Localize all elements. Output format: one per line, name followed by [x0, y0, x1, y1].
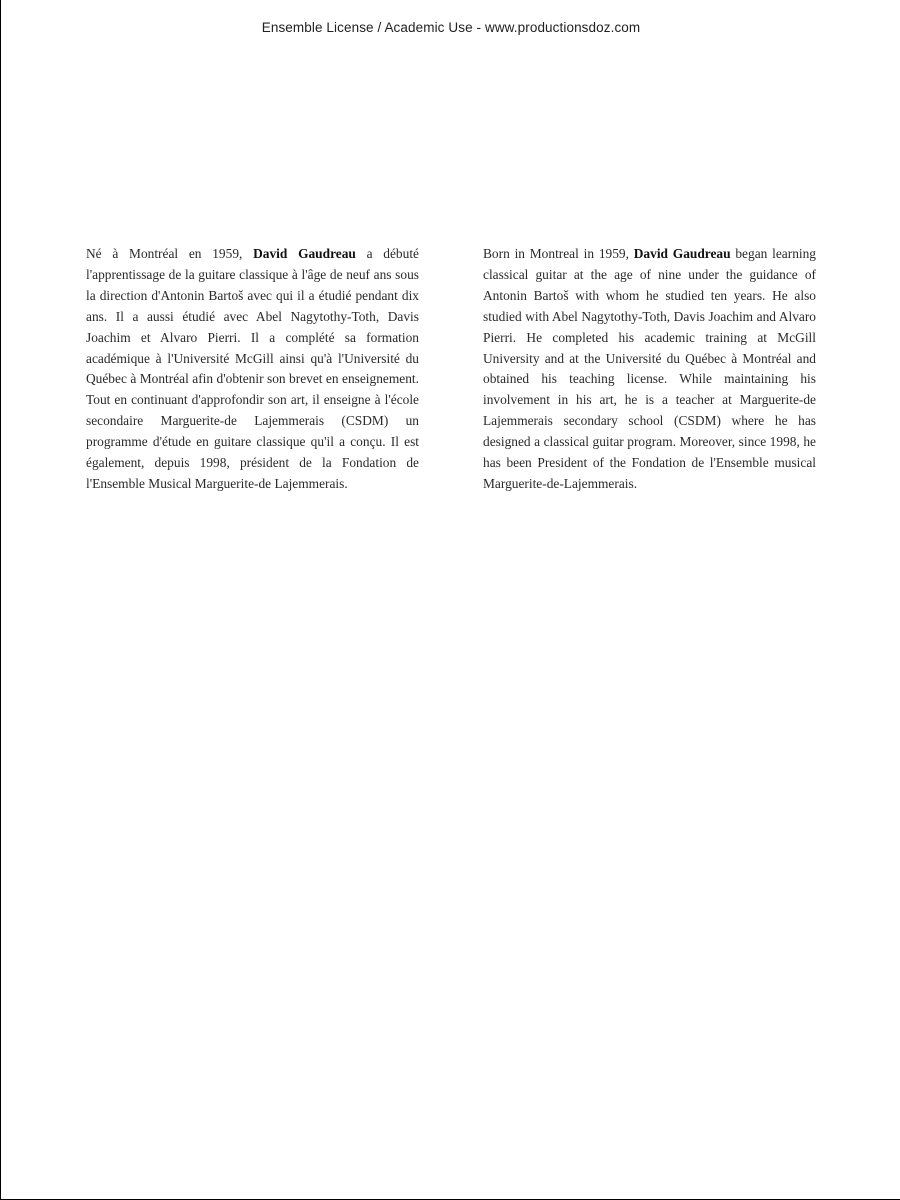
bio-fr-body: a débuté l'apprentissage de la guitare classique à l'âge de neuf ans sous la direction d'Antonin Bartoš avec qui il a étudié pendant dix ans. Il a aussi étudié avec Abel Nagytothy-Toth, Davis Joachim et Alvaro Pierri. Il a complété sa formation académique à l'Université McGill ainsi qu'à l'Université du Québec à Montréal afin d'obtenir son brevet en enseignement. Tout en continuant d'approfondir son art, il enseigne à l'école secondaire Marguerite-de Lajemmerais (CSDM) un programme d'étude en guitare classique qu'il a conçu. Il est également, depuis 1998, président de la Fondation de l'Ensemble Musical Marguerite-de Lajemmerais.	[86, 246, 419, 491]
biography-french	[86, 244, 419, 495]
biography-french-paragraph	[86, 244, 419, 495]
bio-en-intro: Born in Montreal in 1959,	[483, 246, 634, 261]
bio-fr-name: David Gaudreau	[253, 246, 356, 261]
biography-english	[483, 244, 816, 495]
biography-english-paragraph	[483, 244, 816, 495]
page-header: Ensemble License / Academic Use - www.productionsdoz.com	[261, 20, 641, 35]
bio-en-name: David Gaudreau	[633, 246, 731, 261]
bio-fr-intro: Né à Montréal en 1959,	[86, 246, 254, 261]
bio-en-body: began learning classical guitar at the age of nine under the guidance of Antonin Bartoš with whom he studied ten years. He also studied with Abel Nagytothy-Toth, Davis Joachim and Alvaro Pierri. He completed his academic training at McGill University and at the Université du Québec à Montréal and obtained his teaching license. While maintaining his involvement in his art, he is a teacher at Marguerite-de Lajemmerais secondary school (CSDM) where he has designed a classical guitar program. Moreover, since 1998, he has been President of the Fondation de l'Ensemble musical Marguerite-de-Lajemmerais.	[483, 246, 816, 491]
